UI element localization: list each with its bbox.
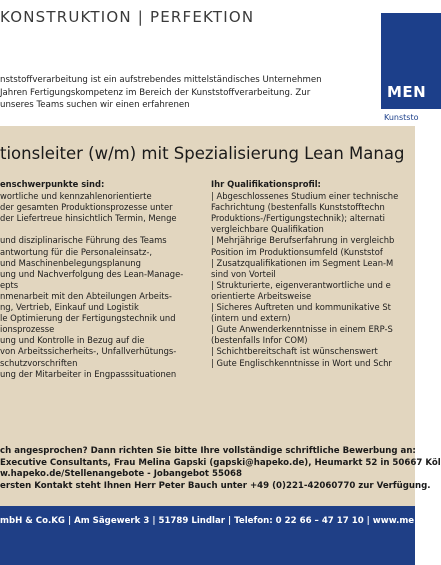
qualification-line: | Gute Anwenderkenntnisse in einem ERP-S — [211, 324, 393, 335]
apply-line: ch angesprochen? Dann richten Sie bitte Ihre vollständige schriftliche Bewerbung an: — [0, 446, 416, 456]
qualification-line: orientierte Arbeitsweise — [211, 290, 312, 301]
task-line: und Maschinenbelegungsplanung — [0, 257, 141, 268]
qualifications-heading: Ihr Qualifikationsprofil: — [211, 179, 321, 189]
qualification-line: | Sicheres Auftreten und kommunikative St — [211, 302, 391, 313]
task-line: ung und Nachverfolgung des Lean-Manage- — [0, 268, 184, 279]
application-info — [0, 446, 441, 492]
footer-bar — [0, 506, 415, 565]
apply-line: ersten Kontakt steht Ihnen Herr Peter Bauch unter +49 (0)221-42060770 zur Verfügung. — [0, 480, 431, 491]
qualification-line: | Schichtbereitschaft ist wünschenswert — [211, 346, 378, 357]
tasks-heading: enschwerpunkte sind: — [0, 179, 105, 189]
task-line: von Arbeitssicherheits-, Unfallverhütungs- — [0, 346, 177, 357]
task-line: ng, Vertrieb, Einkauf und Logistik — [0, 302, 139, 313]
company-tagline: KONSTRUKTION | PERFEKTION — [0, 8, 255, 26]
intro-line: Jahren Fertigungskompetenz im Bereich der Kunststoffverarbeitung. Zur — [0, 87, 311, 98]
logo-text: MEN — [387, 83, 427, 101]
qualification-line: | Gute Englischkenntnisse in Wort und Schr — [211, 357, 392, 368]
task-line: ionsprozesse — [0, 324, 55, 335]
intro-paragraph — [0, 74, 360, 112]
footer-contact: mbH & Co.KG | Am Sägewerk 3 | 51789 Lindlar | Telefon: 0 22 66 – 47 17 10 | www.me — [0, 516, 415, 526]
apply-line: w.hapeko.de/Stellenangebote - Jobangebot 55068 — [0, 469, 242, 480]
task-line: und disziplinarische Führung des Teams — [0, 235, 167, 246]
qualification-line: | Strukturierte, eigenverantwortliche und e — [211, 279, 391, 290]
task-line: schutzvorschriften — [0, 357, 78, 368]
task-line: der Liefertreue hinsichtlich Termin, Menge — [0, 213, 177, 224]
qualification-line: (bestenfalls Infor COM) — [211, 335, 308, 346]
qualification-line: | Zusatzqualifikationen im Segment Lean-M — [211, 257, 394, 268]
company-logo — [381, 13, 441, 125]
qualification-line: | Mehrjährige Berufserfahrung in vergleichb — [211, 235, 395, 246]
tasks-column — [0, 179, 205, 380]
task-line: epts — [0, 279, 19, 290]
qualifications-column — [211, 179, 431, 369]
task-line: antwortung für die Personaleinsatz-, — [0, 246, 153, 257]
job-title: tionsleiter (w/m) mit Spezialisierung Lean Manag — [0, 144, 405, 163]
logo-subtitle: Kunststo — [384, 113, 419, 122]
task-line: le Optimierung der Fertigungstechnik und — [0, 313, 176, 324]
qualification-line: Position im Produktionsumfeld (Kunststof — [211, 246, 383, 257]
task-line: ung und Kontrolle in Bezug auf die — [0, 335, 145, 346]
qualification-line: vergleichbare Qualifikation — [211, 224, 324, 235]
task-line: wortliche und kennzahlenorientierte — [0, 191, 152, 202]
intro-line: nststoffverarbeitung ist ein aufstrebendes mittelständisches Unternehmen — [0, 75, 322, 85]
qualification-line: (intern und extern) — [211, 313, 291, 324]
task-line — [0, 224, 205, 235]
task-line: der gesamten Produktionsprozesse unter — [0, 202, 173, 213]
intro-line: unseres Teams suchen wir einen erfahrenen — [0, 100, 190, 110]
qualification-line: Produktions-/Fertigungstechnik); alternati — [211, 213, 386, 224]
qualification-line: Fachrichtung (bestenfalls Kunststofftechn — [211, 202, 385, 213]
qualification-line: | Abgeschlossenes Studium einer technische — [211, 191, 399, 202]
qualification-line: sind von Vorteil — [211, 268, 276, 279]
task-line: ung der Mitarbeiter in Engpasssituationen — [0, 368, 177, 379]
apply-line: Executive Consultants, Frau Melina Gapski (gapski@hapeko.de), Heumarkt 52 in 50667 Köl — [0, 457, 441, 468]
task-line: nmenarbeit mit den Abteilungen Arbeits- — [0, 290, 172, 301]
